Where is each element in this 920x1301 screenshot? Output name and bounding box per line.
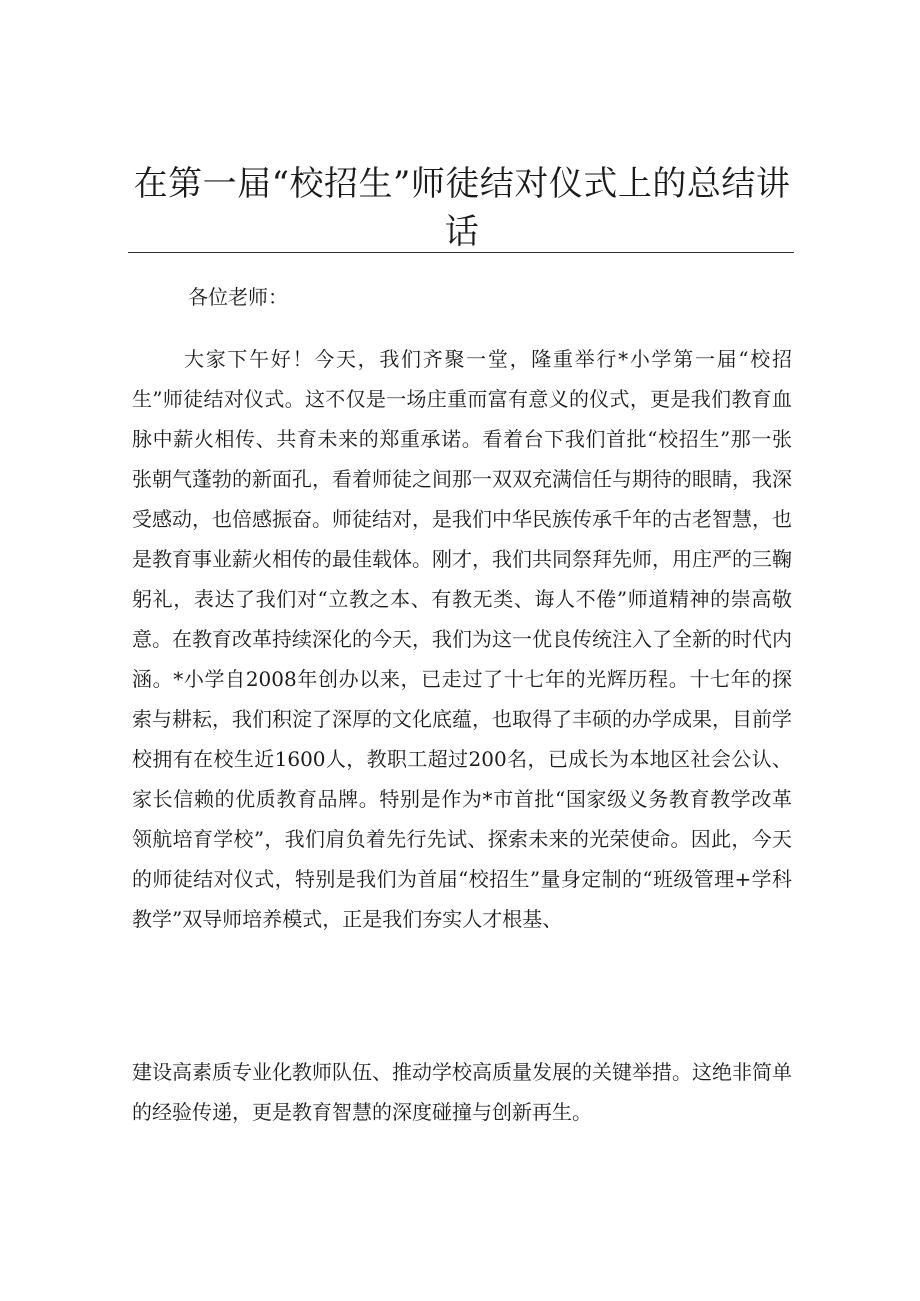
salutation: 各位老师：	[188, 285, 288, 309]
body-paragraph-1: 大家下午好！今天，我们齐聚一堂，隆重举行*小学第一届“校招生”师徒结对仪式。这不仅是一场庄重而富有意义的仪式，更是我们教育血脉中薪火相传、共育未来的郑重承诺。看着台下我们首批“校招生”那一张张朝气蓬勃的新面孔，看着师徒之间那一双双充满信任与期待的眼睛，我深受感动，也倍感振奋。师徒结对，是我们中华民族传承千年的古老智慧，也是教育事业薪火相传的最佳载体。刚才，我们共同祭拜先师，用庄严的三鞠躬礼，表达了我们对“立教之本、有教无类、诲人不倦”师道精神的崇高敬意。在教育改革持续深化的今天，我们为这一优良传统注入了全新的时代内涵。*小学自2008年创办以来，已走过了十七年的光辉历程。十七年的探索与耕耘，我们积淀了深厚的文化底蕴，也取得了丰硕的办学成果，目前学校拥有在校生近1600人，教职工超过200名，已成长为本地区社会公认、家长信赖的优质教育品牌。特别是作为*市首批“国家级义务教育教学改革领航培育学校”，我们肩负着先行先试、探索未来的光荣使命。因此，今天的师徒结对仪式，特别是我们为首届“校招生”量身定制的“班级管理+学科教学”双导师培养模式，正是我们夯实人才根基、	[132, 347, 792, 931]
title-underline	[128, 252, 794, 253]
document-title: 在第一届“校招生”师徒结对仪式上的总结讲话	[133, 164, 791, 252]
body-paragraph-2: 建设高素质专业化教师队伍、推动学校高质量发展的关键举措。这绝非简单的经验传递，更是教育智慧的深度碰撞与创新再生。	[132, 1060, 792, 1124]
